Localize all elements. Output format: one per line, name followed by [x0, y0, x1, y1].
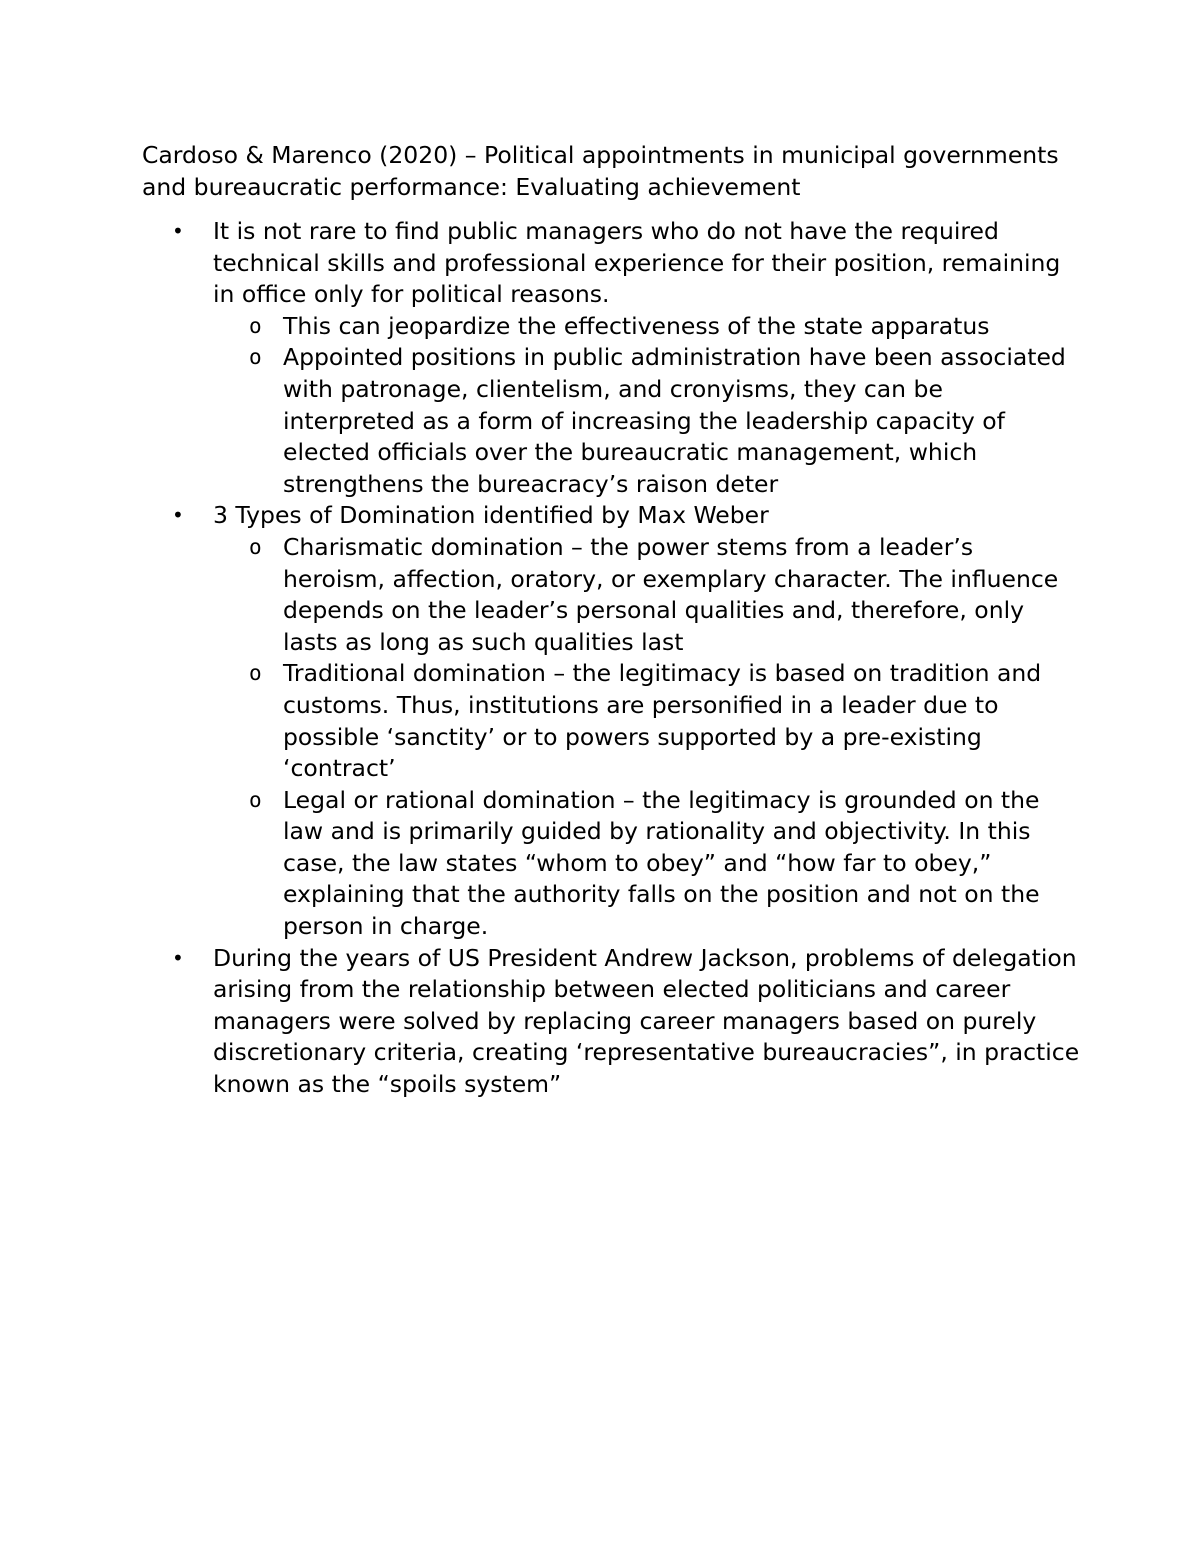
bullet-item-domination — [142, 500, 1082, 942]
bullet-list — [142, 216, 1082, 1101]
sub-item — [213, 342, 1082, 500]
sub-item-text: Legal or rational domination – the legitimacy is grounded on the law and is primarily guided by rationality and objectivity. In this case, the law states “whom to obey” and “how far to obey,” explaining that the authority falls on the position and not on the person in charge. — [283, 785, 1040, 941]
sub-item — [213, 532, 1082, 658]
document-title: Cardoso & Marenco (2020) – Political appointments in municipal governments and bureaucratic performance: Evaluating achievement — [142, 141, 1059, 201]
sub-list — [213, 532, 1082, 943]
sub-item-text: This can jeopardize the effectiveness of the state apparatus — [283, 311, 990, 340]
bullet-marker: • — [172, 945, 184, 970]
sub-marker: o — [249, 787, 262, 812]
sub-item — [213, 658, 1082, 784]
bullet-text: It is not rare to find public managers who do not have the required technical skills and professional experience for their position, remaining in office only for political reasons. — [213, 217, 1061, 309]
bullet-text: During the years of US President Andrew Jackson, problems of delegation arising from the relationship between elected politicians and career managers were solved by replacing career managers based on purely discretionary criteria, creating ‘representative bureaucracies”, in practice known as the “spoils system” — [213, 943, 1080, 1099]
bullet-item-skills — [142, 216, 1082, 500]
bullet-text: 3 Types of Domination identified by Max Weber — [213, 501, 769, 530]
sub-marker: o — [249, 661, 262, 686]
sub-item-text: Appointed positions in public administration have been associated with patronage, clientelism, and cronyisms, they can be interpreted as a form of increasing the leadership capacity of elected officials over the bureaucratic management, which strengthens the bureacracy’s raison deter — [283, 343, 1066, 498]
sub-list — [213, 311, 1082, 501]
sub-marker: o — [249, 313, 262, 338]
bullet-item-jackson — [142, 943, 1082, 1101]
bullet-marker: • — [172, 503, 184, 528]
sub-marker: o — [249, 534, 262, 559]
sub-item-text: Traditional domination – the legitimacy is based on tradition and customs. Thus, institutions are personified in a leader due to possible ‘sanctity’ or to powers supported by a pre-existing ‘contract’ — [283, 659, 1042, 783]
sub-item-text: Charismatic domination – the power stems from a leader’s heroism, affection, oratory, or exemplary character. The influence depends on the leader’s personal qualities and, therefore, only lasts as long as such qualities last — [283, 532, 1059, 656]
sub-marker: o — [249, 345, 262, 370]
sub-item — [213, 785, 1082, 943]
bullet-marker: • — [172, 219, 184, 243]
sub-item — [213, 311, 1082, 343]
